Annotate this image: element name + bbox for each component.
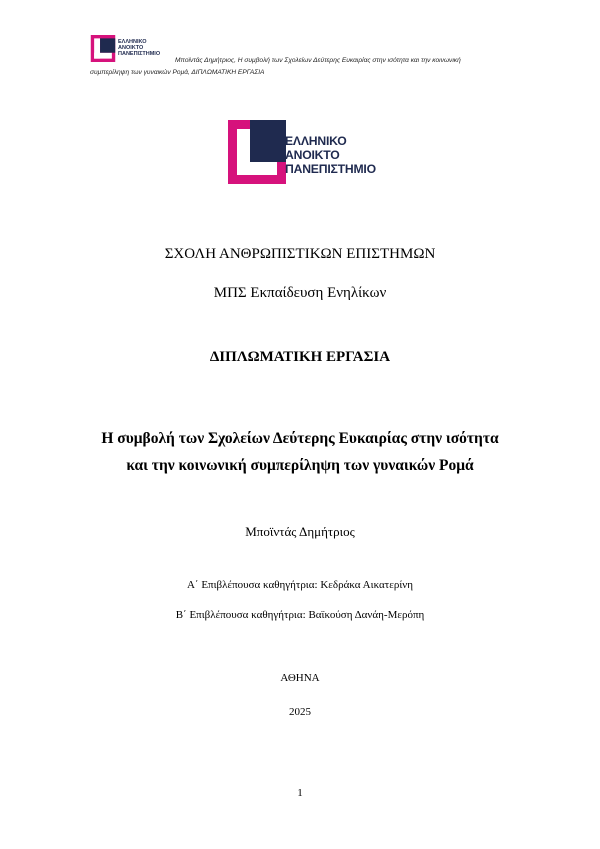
program-name: ΜΠΣ Εκπαίδευση Ενηλίκων (213, 285, 387, 301)
page-number: 1 (297, 787, 303, 799)
running-header-line2: συμπερίληψη των γυναικών Ρομά, ΔΙΠΛΩΜΑΤΙΚΗ ΕΡΓΑΣΙΑ (90, 69, 265, 76)
school-name: ΣΧΟΛΗ ΑΝΘΡΩΠΙΣΤΙΚΩΝ ΕΠΙΣΤΗΜΩΝ (164, 246, 436, 262)
thesis-title-line2: και την κοινωνική συμπερίληψη των γυναικών Ρομά (126, 457, 474, 474)
author-name: Μποϊντάς Δημήτριος (245, 524, 355, 539)
header-logo-line: ΑΝΟΙΚΤΟ (118, 44, 144, 51)
thesis-title-line1: Η συμβολή των Σχολείων Δεύτερης Ευκαιρίας στην ισότητα (101, 430, 499, 447)
header-logo-line: ΠΑΝΕΠΙΣΤΗΜΙΟ (118, 50, 161, 57)
city: ΑΘΗΝΑ (280, 672, 320, 684)
university-logo-mark-icon (228, 120, 286, 184)
main-logo-line: ΠΑΝΕΠΙΣΤΗΜΙΟ (285, 162, 376, 176)
running-header-line1: Μποϊντάς Δημήτριος, Η συμβολή των Σχολείων Δεύτερης Ευκαιρίας στην ισότητα και την κοινωνική (175, 57, 461, 64)
supervisor-primary: Α΄ Επιβλέπουσα καθηγήτρια: Κεδράκα Αικατερίνη (186, 579, 414, 591)
main-logo-line: ΑΝΟΙΚΤΟ (285, 148, 340, 162)
year: 2025 (289, 706, 311, 718)
thesis-title (0, 425, 600, 479)
supervisor-secondary: Β΄ Επιβλέπουσα καθηγήτρια: Βαϊκούση Δανάη-Μερόπη (175, 609, 425, 621)
main-logo (228, 120, 388, 186)
main-logo-line: ΕΛΛΗΝΙΚΟ (285, 134, 347, 148)
document-type: ΔΙΠΛΩΜΑΤΙΚΗ ΕΡΓΑΣΙΑ (209, 349, 391, 365)
running-header (90, 55, 520, 79)
header-logo-line: ΕΛΛΗΝΙΚΟ (118, 39, 147, 45)
main-logo-text (285, 134, 376, 176)
